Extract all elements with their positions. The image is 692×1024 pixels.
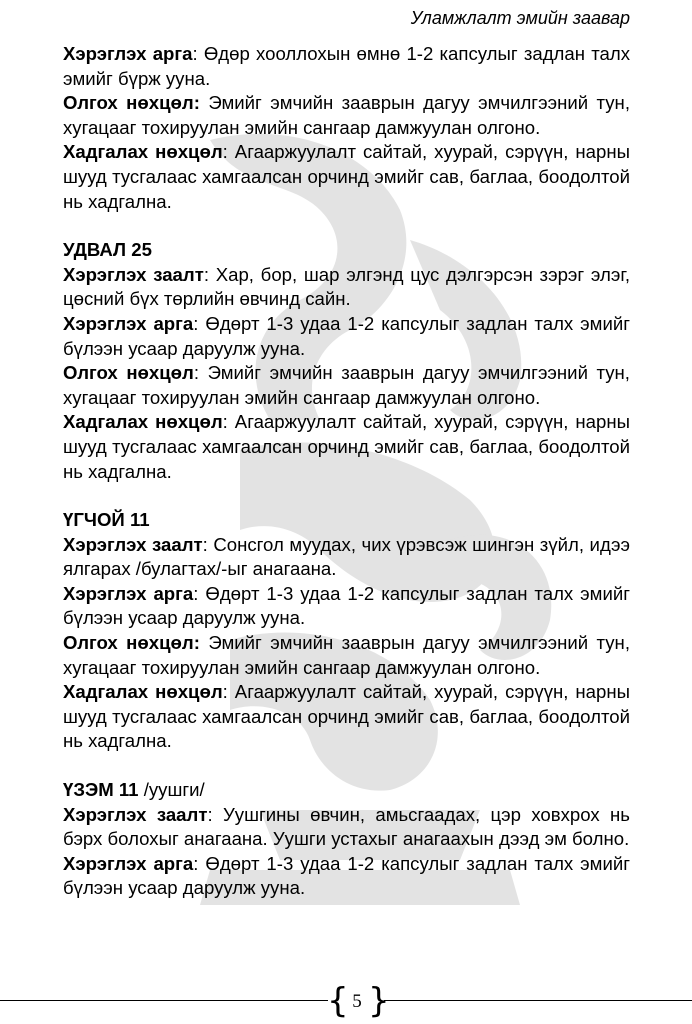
- instruction-paragraph: [63, 582, 630, 631]
- field-label: Хадгалах нөхцөл: [63, 141, 223, 163]
- instruction-paragraph: [63, 140, 630, 214]
- field-label: Хадгалах нөхцөл: [63, 681, 223, 703]
- medicine-name: УДВАЛ 25: [63, 239, 152, 261]
- field-text: Эмийг эмчийн зааврын дагуу эмчилгээний тун, хугацааг тохируулан эмийн сангаар дамжуулан олгоно.: [63, 92, 630, 138]
- field-label: Хэрэглэх заалт: [63, 263, 204, 285]
- field-text: Өдөр хооллохын өмнө 1-2 капсулыг задлан талх эмийг бүрж ууна.: [63, 43, 630, 89]
- field-label: Олгох нөхцөл:: [63, 632, 200, 654]
- field-separator: :: [193, 362, 208, 384]
- page-number-bracket-left: {: [327, 981, 349, 1021]
- field-text: Эмийг эмчийн зааврын дагуу эмчилгээний тун, хугацааг тохируулан эмийн сангаар дамжуулан олгоно.: [63, 362, 630, 408]
- field-separator: :: [193, 852, 206, 874]
- field-text: Өдөрт 1-3 удаа 1-2 капсулыг задлан талх эмийг бүлээн усаар даруулж ууна.: [63, 582, 630, 629]
- instruction-paragraph: [63, 533, 630, 582]
- medicine-name-suffix: /уушги/: [138, 779, 205, 801]
- field-separator: :: [222, 681, 235, 703]
- field-separator: :: [203, 263, 216, 285]
- medicine-heading: [63, 238, 630, 263]
- field-separator: :: [207, 803, 223, 825]
- field-label: Хэрэглэх заалт: [63, 803, 208, 825]
- field-text: Уушгины өвчин, амьсгаадах, цэр ховхрох нь бэрх болохыг анагаана. Уушги устахыг анагаахын дээд эм болно.: [63, 803, 630, 850]
- medicine-section: [63, 508, 630, 754]
- field-text: Өдөрт 1-3 удаа 1-2 капсулыг задлан талх эмийг бүлээн усаар даруулж ууна.: [63, 852, 630, 899]
- field-text: Эмийг эмчийн зааврын дагуу эмчилгээний тун, хугацааг тохируулан эмийн сангаар дамжуулан олгоно.: [63, 632, 630, 678]
- field-label: Олгох нөхцөл: [63, 362, 194, 384]
- field-text: Агааржуулалт сайтай, хуурай, сэрүүн, нарны шууд тусгалаас хамгаалсан орчинд эмийг сав, баглаа, боодолтой нь хадгална.: [63, 681, 630, 752]
- instruction-paragraph: [63, 312, 630, 361]
- medicine-section: [63, 238, 630, 484]
- field-text: Хар, бор, шар элгэнд цус дэлгэрсэн зэрэг элэг, цөсний бүх төрлийн өвчинд сайн.: [63, 263, 630, 310]
- instruction-paragraph: [63, 263, 630, 312]
- medicine-name: ҮГЧОЙ 11: [63, 509, 150, 531]
- field-label: Хэрэглэх арга: [63, 43, 193, 64]
- field-text: Сонсгол муудах, чих үрэвсэж шингэн зүйл, идээ ялгарах /булагтах/-ыг анагаана.: [63, 533, 630, 580]
- intro-block: [63, 42, 630, 214]
- field-separator: :: [222, 411, 235, 433]
- instruction-paragraph: [63, 680, 630, 754]
- field-label: Хэрэглэх арга: [63, 582, 194, 604]
- instruction-paragraph: [63, 91, 630, 140]
- field-text: Агааржуулалт сайтай, хуурай, сэрүүн, нарны шууд тусгалаас хамгаалсан орчинд эмийг сав, баглаа, боодолтой нь хадгална.: [63, 411, 630, 482]
- footer-rule-right: [384, 1000, 692, 1001]
- field-label: Олгох нөхцөл:: [63, 92, 200, 114]
- field-label: Хэрэглэх заалт: [63, 533, 203, 555]
- document-body: [63, 42, 630, 901]
- field-label: Хадгалах нөхцөл: [63, 411, 223, 433]
- medicine-heading: [63, 778, 630, 803]
- footer-rule-left: [0, 1000, 328, 1001]
- medicine-sections: [63, 238, 630, 901]
- medicine-name: ҮЗЭМ 11: [63, 779, 139, 801]
- field-label: Хэрэглэх арга: [63, 312, 194, 334]
- field-separator: :: [222, 141, 235, 163]
- instruction-paragraph: [63, 803, 630, 852]
- page-number-bracket-right: }: [368, 981, 390, 1021]
- instruction-paragraph: [63, 852, 630, 901]
- instruction-paragraph: [63, 631, 630, 680]
- running-header: Уламжлалт эмийн заавар: [410, 8, 630, 28]
- instruction-paragraph: [63, 361, 630, 410]
- field-text: Агааржуулалт сайтай, хуурай, сэрүүн, нарны шууд тусгалаас хамгаалсан орчинд эмийг сав, баглаа, боодолтой нь хадгална.: [63, 141, 630, 212]
- medicine-heading: [63, 508, 630, 533]
- page-number: 5: [352, 991, 362, 1012]
- field-separator: :: [193, 582, 206, 604]
- field-text: Өдөрт 1-3 удаа 1-2 капсулыг задлан талх эмийг бүлээн усаар даруулж ууна.: [63, 312, 630, 359]
- field-separator: :: [192, 43, 204, 64]
- medicine-section: [63, 778, 630, 901]
- instruction-paragraph: [63, 42, 630, 91]
- instruction-paragraph: [63, 410, 630, 484]
- field-separator: :: [193, 312, 206, 334]
- field-label: Хэрэглэх арга: [63, 852, 194, 874]
- field-separator: :: [202, 533, 214, 555]
